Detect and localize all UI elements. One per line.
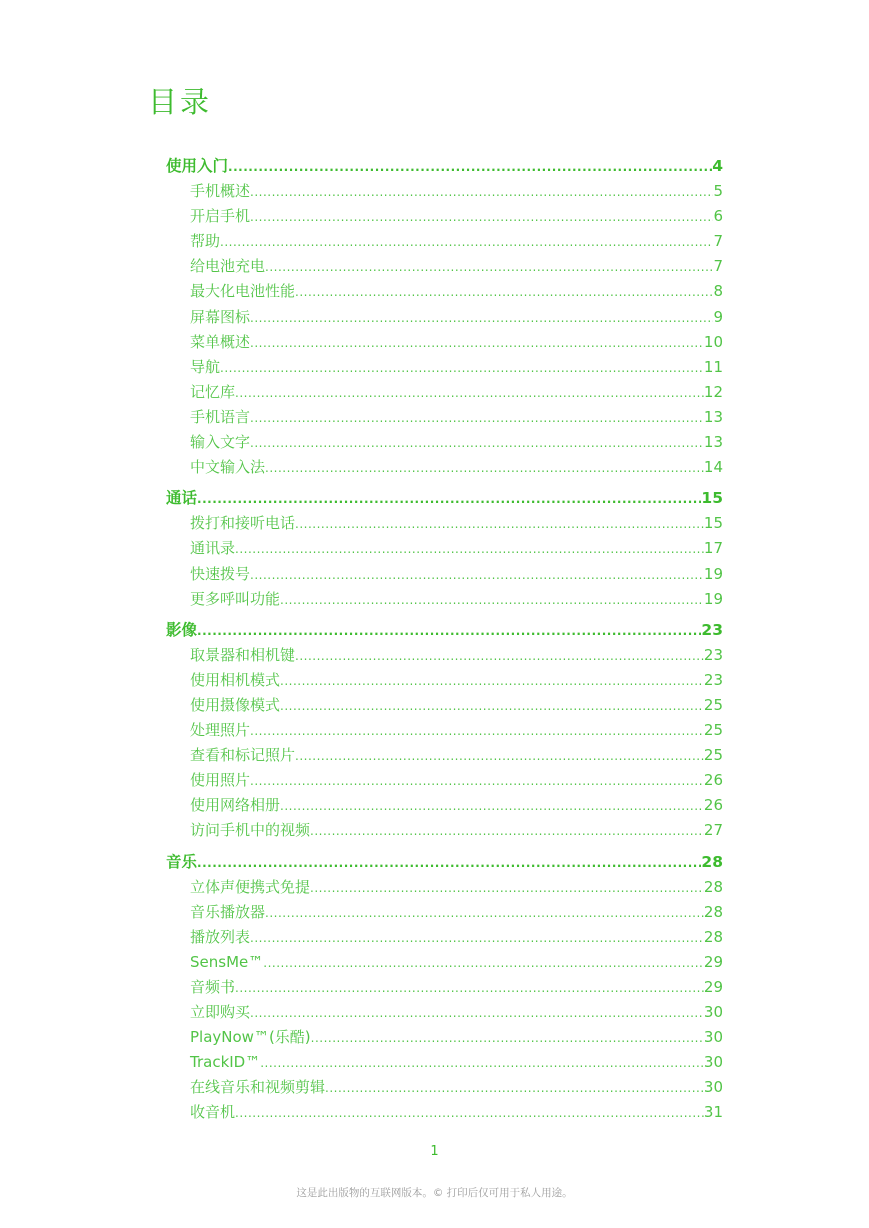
dot-leader — [280, 794, 704, 819]
toc-entry-page: 13 — [703, 407, 723, 426]
toc-entry-label: 输入文字 — [190, 433, 251, 452]
toc-chapter-entry[interactable] — [166, 154, 723, 179]
toc-entry-label: 通话 — [166, 489, 198, 508]
dot-leader — [250, 431, 704, 456]
dot-leader — [310, 876, 704, 901]
toc-entry-page: 23 — [701, 620, 723, 639]
toc-entry-label: 手机概述 — [190, 182, 251, 201]
toc-entry-label: 立即购买 — [190, 1003, 251, 1022]
toc-entry-label: 拨打和接听电话 — [190, 514, 296, 533]
toc-subentry[interactable] — [166, 875, 723, 900]
toc-subentry[interactable] — [166, 511, 723, 536]
toc-entry-label: 最大化电池性能 — [190, 282, 296, 301]
toc-entry-page: 7 — [713, 232, 723, 251]
toc-section — [166, 850, 723, 1126]
toc-entry-label: 菜单概述 — [190, 332, 251, 351]
toc-entry-page: 25 — [703, 695, 723, 714]
dot-leader — [295, 512, 704, 537]
dot-leader — [295, 744, 704, 769]
toc-subentry[interactable] — [166, 179, 723, 204]
toc-entry-label: 记忆库 — [190, 382, 236, 401]
toc-subentry[interactable] — [166, 818, 723, 843]
toc-subentry[interactable] — [166, 587, 723, 612]
toc-subentry[interactable] — [166, 643, 723, 668]
toc-entry-label: 取景器和相机键 — [190, 645, 296, 664]
dot-leader — [295, 644, 704, 669]
toc-entry-label: 音频书 — [190, 978, 236, 996]
toc-entry-label: 给电池充电 — [190, 257, 266, 276]
dot-leader — [197, 487, 701, 512]
toc-entry-label: 使用入门 — [166, 157, 229, 175]
toc-entry-page: 15 — [703, 514, 723, 533]
dot-leader — [235, 381, 704, 406]
toc-entry-page: 5 — [713, 182, 723, 201]
toc-subentry[interactable] — [166, 1075, 723, 1100]
toc-subentry[interactable] — [166, 562, 723, 587]
dot-leader — [235, 1101, 704, 1126]
dot-leader — [325, 1076, 704, 1101]
toc-entry-page: 26 — [703, 796, 723, 815]
toc-entry-page: 26 — [703, 771, 723, 790]
toc-entry-label: 导航 — [190, 357, 221, 376]
toc-section — [166, 486, 723, 611]
toc-entry-page: 30 — [703, 1053, 723, 1072]
toc-subentry[interactable] — [166, 668, 723, 693]
dot-leader — [280, 694, 704, 719]
toc-entry-label: 访问手机中的视频 — [190, 821, 311, 840]
toc-subentry[interactable] — [166, 330, 723, 355]
dot-leader — [250, 769, 704, 794]
dot-leader — [295, 280, 713, 305]
toc-subentry[interactable] — [166, 1100, 723, 1125]
toc-entry-page: 28 — [701, 852, 723, 871]
dot-leader — [228, 155, 712, 180]
toc-entry-page: 17 — [703, 539, 723, 558]
toc-entry-page: 10 — [703, 332, 723, 351]
toc-entry-label: PlayNow™(乐酷) — [190, 1028, 311, 1047]
toc-entry-page: 25 — [703, 721, 723, 740]
toc-entry-label: 帮助 — [190, 232, 221, 251]
toc-entry-label: 使用摄像模式 — [190, 695, 281, 714]
toc-entry-label: TrackID™ — [190, 1053, 261, 1072]
dot-leader — [263, 951, 704, 976]
dot-leader — [280, 588, 704, 613]
toc-section — [166, 618, 723, 844]
toc-subentry[interactable] — [166, 355, 723, 380]
dot-leader — [265, 456, 704, 481]
toc-entry-label: 使用照片 — [190, 771, 251, 790]
toc-entry-label: 使用相机模式 — [190, 670, 281, 689]
toc-entry-page: 23 — [703, 645, 723, 664]
toc-entry-page: 14 — [703, 458, 723, 477]
toc-entry-label: 更多呼叫功能 — [190, 589, 281, 608]
toc-subentry[interactable] — [166, 743, 723, 768]
toc-entry-page: 30 — [703, 1078, 723, 1097]
toc-entry-label: 使用网络相册 — [190, 796, 281, 815]
toc-entry-page: 27 — [703, 821, 723, 840]
toc-entry-page: 9 — [713, 307, 723, 326]
toc-entry-page: 7 — [713, 257, 723, 276]
toc-subentry[interactable] — [166, 1025, 723, 1050]
toc-subentry[interactable] — [166, 1050, 723, 1075]
dot-leader — [250, 926, 704, 951]
toc-subentry[interactable] — [166, 229, 723, 254]
toc-entry-page: 8 — [713, 282, 723, 301]
toc-entry-page: 19 — [703, 564, 723, 583]
toc-entry-page: 28 — [703, 927, 723, 946]
toc-entry-label: 立体声便携式免提 — [190, 877, 311, 896]
toc-entry-label: 收音机 — [190, 1103, 236, 1122]
toc-entry-label: 在线音乐和视频剪辑 — [190, 1078, 326, 1097]
dot-leader — [197, 851, 701, 876]
toc-entry-page: 11 — [703, 357, 723, 376]
dot-leader — [250, 331, 704, 356]
toc-entry-page: 29 — [703, 952, 723, 971]
dot-leader — [235, 537, 704, 562]
toc-subentry[interactable] — [166, 925, 723, 950]
toc-entry-label: 屏幕图标 — [190, 307, 251, 326]
toc-entry-page: 30 — [703, 1028, 723, 1047]
toc-entry-page: 29 — [703, 978, 723, 996]
toc-subentry[interactable] — [166, 380, 723, 405]
toc-subentry[interactable] — [166, 693, 723, 718]
toc-entry-page: 13 — [703, 433, 723, 452]
toc-entry-page: 6 — [713, 207, 723, 226]
toc-entry-page: 23 — [703, 670, 723, 689]
table-of-contents — [166, 154, 723, 1132]
dot-leader — [310, 819, 704, 844]
dot-leader — [235, 976, 704, 1001]
toc-chapter-entry[interactable] — [166, 618, 723, 643]
toc-subentry[interactable] — [166, 768, 723, 793]
toc-entry-page: 31 — [703, 1103, 723, 1122]
page-title: 目录 — [148, 85, 213, 119]
dot-leader — [280, 669, 704, 694]
toc-subentry[interactable] — [166, 793, 723, 818]
dot-leader — [220, 356, 704, 381]
toc-entry-label: 处理照片 — [190, 721, 251, 740]
toc-entry-page: 30 — [703, 1003, 723, 1022]
toc-subentry[interactable] — [166, 279, 723, 304]
dot-leader — [220, 230, 713, 255]
toc-entry-label: SensMe™ — [190, 952, 264, 971]
toc-entry-page: 19 — [703, 589, 723, 608]
toc-chapter-entry[interactable] — [166, 486, 723, 511]
dot-leader — [250, 1001, 704, 1026]
toc-entry-label: 手机语言 — [190, 407, 251, 426]
dot-leader — [250, 563, 704, 588]
toc-subentry[interactable] — [166, 305, 723, 330]
toc-entry-label: 音乐 — [166, 852, 198, 871]
toc-chapter-entry[interactable] — [166, 850, 723, 875]
toc-entry-page: 15 — [701, 489, 723, 508]
toc-entry-page: 12 — [703, 382, 723, 401]
toc-entry-label: 中文输入法 — [190, 458, 266, 477]
toc-subentry[interactable] — [166, 975, 723, 1000]
dot-leader — [265, 255, 713, 280]
dot-leader — [311, 1026, 704, 1051]
toc-entry-label: 影像 — [166, 620, 198, 639]
toc-subentry[interactable] — [166, 950, 723, 975]
dot-leader — [250, 406, 704, 431]
dot-leader — [260, 1051, 704, 1076]
toc-entry-label: 通讯录 — [190, 539, 236, 558]
toc-entry-label: 查看和标记照片 — [190, 746, 296, 765]
toc-subentry[interactable] — [166, 204, 723, 229]
toc-entry-page: 4 — [712, 157, 723, 175]
toc-entry-label: 播放列表 — [190, 927, 251, 946]
toc-entry-page: 28 — [703, 877, 723, 896]
dot-leader — [250, 306, 713, 331]
dot-leader — [265, 901, 704, 926]
toc-entry-label: 开启手机 — [190, 207, 251, 226]
dot-leader — [250, 205, 713, 230]
dot-leader — [250, 180, 713, 205]
toc-subentry[interactable] — [166, 536, 723, 561]
footer-note: 这是此出版物的互联网版本。© 打印后仅可用于私人用途。 — [296, 1187, 573, 1199]
toc-section — [166, 154, 723, 480]
page-number: 1 — [430, 1144, 439, 1159]
toc-subentry[interactable] — [166, 1000, 723, 1025]
toc-subentry[interactable] — [166, 254, 723, 279]
toc-entry-page: 28 — [703, 902, 723, 921]
toc-entry-label: 音乐播放器 — [190, 902, 266, 921]
toc-subentry[interactable] — [166, 900, 723, 925]
toc-subentry[interactable] — [166, 430, 723, 455]
toc-subentry[interactable] — [166, 455, 723, 480]
dot-leader — [250, 719, 704, 744]
toc-entry-page: 25 — [703, 746, 723, 765]
dot-leader — [197, 619, 701, 644]
toc-entry-label: 快速拨号 — [190, 564, 251, 583]
toc-subentry[interactable] — [166, 718, 723, 743]
toc-subentry[interactable] — [166, 405, 723, 430]
